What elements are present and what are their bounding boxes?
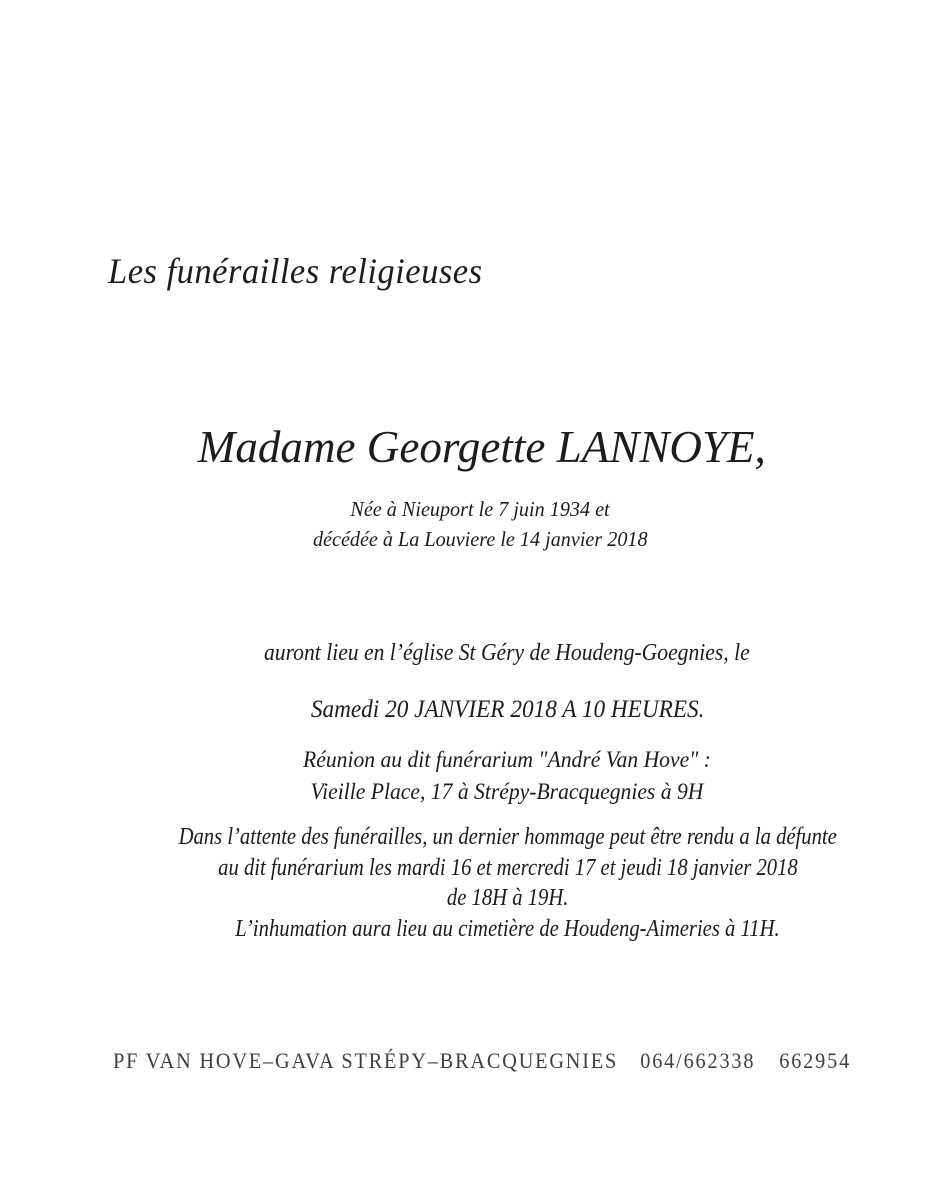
meeting-block — [0, 744, 947, 808]
deceased-name-text: Madame Georgette LANNOYE, — [197, 421, 766, 472]
birth-death-block — [0, 494, 947, 554]
card-heading-text: Les funérailles religieuses — [108, 251, 483, 291]
tribute-line-3: de 18H à 19H. — [446, 885, 569, 911]
funeral-home-name: PF VAN HOVE–GAVA STRÉPY–BRACQUEGNIES — [113, 1048, 619, 1073]
tribute-paragraph — [0, 822, 947, 944]
ceremony-date-line: Samedi 20 JANVIER 2018 A 10 HEURES. — [310, 696, 705, 723]
card-heading — [108, 250, 498, 292]
birth-line: Née à Nieuport le 7 juin 1934 et — [350, 497, 611, 521]
meeting-line-2: Vieille Place, 17 à Strépy-Bracquegnies à 9H — [310, 779, 703, 804]
phone-number: 064/662338 — [640, 1048, 756, 1073]
deceased-name — [0, 420, 947, 473]
tribute-line-2: au dit funérarium les mardi 16 et mercredi 17 et jeudi 18 janvier 2018 — [217, 854, 798, 881]
ceremony-intro-line: auront lieu en l’église St Géry de Houdeng-Goegnies, le — [263, 640, 750, 666]
tribute-line-1: Dans l’attente des funérailles, un dernier hommage peut être rendu a la défunte — [178, 824, 837, 850]
tribute-line-4: L’inhumation aura lieu au cimetière de Houdeng-Aimeries à 11H. — [235, 915, 780, 942]
reference-number: 662954 — [779, 1048, 852, 1073]
footer-content — [114, 1048, 852, 1074]
death-line: décédée à La Louviere le 14 janvier 2018 — [313, 527, 648, 551]
meeting-line-1: Réunion au dit funérarium "André Van Hove" : — [302, 747, 711, 772]
footer-line — [0, 1048, 947, 1074]
